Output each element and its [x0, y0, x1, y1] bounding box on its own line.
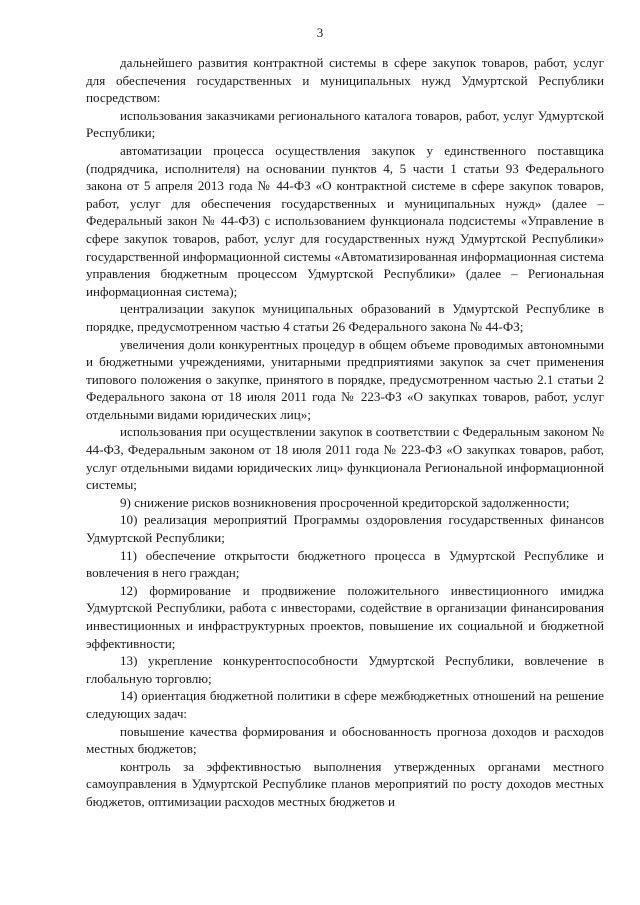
paragraph: использования при осуществлении закупок в соответствии с Федеральным законом № 44-ФЗ, Федеральным законом от 18 июля 2011 года № 223-ФЗ «О закупках товаров, работ, услуг отдельными видами юридических лиц» функционала Региональной информационной системы;: [86, 424, 604, 493]
paragraph: повышение качества формирования и обоснованность прогноза доходов и расходов местных бюджетов;: [86, 723, 604, 757]
paragraph: увеличения доли конкурентных процедур в общем объеме проводимых автономными и бюджетными учреждениями, унитарными предприятиями закупок за счет применения типового положения о закупке, принятого в порядке, предусмотренном частью 2.1 статьи 2 Федерального закона от 18 июля 2011 года № 223-ФЗ «О закупках товаров, работ, услуг отдельными видами юридических лиц»;: [86, 336, 604, 422]
paragraph: автоматизации процесса осуществления закупок у единственного поставщика (подрядчика, исполнителя) на основании пунктов 4, 5 части 1 статьи 93 Федерального закона от 5 апреля 2013 года № 44-ФЗ «О контрактной системе в сфере закупок товаров, работ, услуг для обеспечения государственных и муниципальных нужд» (далее – Федеральный закон № 44-ФЗ) с использованием функционала подсистемы «Управление в сфере закупок товаров, работ, услуг для государственных нужд Удмуртской Республики» государственной информационной системы «Автоматизированная информационная система управления бюджетным процессом Удмуртской Республики» (далее – Региональная информационная система);: [86, 142, 604, 299]
paragraph: дальнейшего развития контрактной системы в сфере закупок товаров, работ, услуг для обеспечения государственных и муниципальных нужд Удмуртской Республики посредством:: [86, 55, 604, 106]
paragraph: централизации закупок муниципальных образований в Удмуртской Республике в порядке, предусмотренном частью 4 статьи 26 Федерального закона № 44-ФЗ;: [86, 301, 604, 334]
paragraph: контроль за эффективностью выполнения утвержденных органами местного самоуправления в Удмуртской Республике планов мероприятий по росту доходов местных бюджетов, оптимизации расходов местных бюджетов и: [86, 758, 604, 809]
paragraph: 10) реализация мероприятий Программы оздоровления государственных финансов Удмуртской Республики;: [86, 512, 604, 546]
paragraph: 14) ориентация бюджетной политики в сфере межбюджетных отношений на решение следующих задач:: [86, 688, 604, 721]
paragraph: 12) формирование и продвижение положительного инвестиционного имиджа Удмуртской Республики, работа с инвесторами, содействие в организации финансирования инвестиционных и инфраструктурных проектов, повышение их социальной и бюджетной эффективности;: [86, 582, 604, 651]
paragraph: 13) укрепление конкурентоспособности Удмуртской Республики, вовлечение в глобальную торговлю;: [86, 653, 604, 686]
paragraph: 9) снижение рисков возникновения просроченной кредиторской задолженности;: [120, 494, 570, 510]
page-number: 3: [316, 25, 324, 40]
document-body: [86, 54, 604, 811]
paragraph: 11) обеспечение открытости бюджетного процесса в Удмуртской Республике и вовлечения в него граждан;: [86, 547, 604, 581]
paragraph: использования заказчиками регионального каталога товаров, работ, услуг Удмуртской Республики;: [86, 107, 604, 141]
